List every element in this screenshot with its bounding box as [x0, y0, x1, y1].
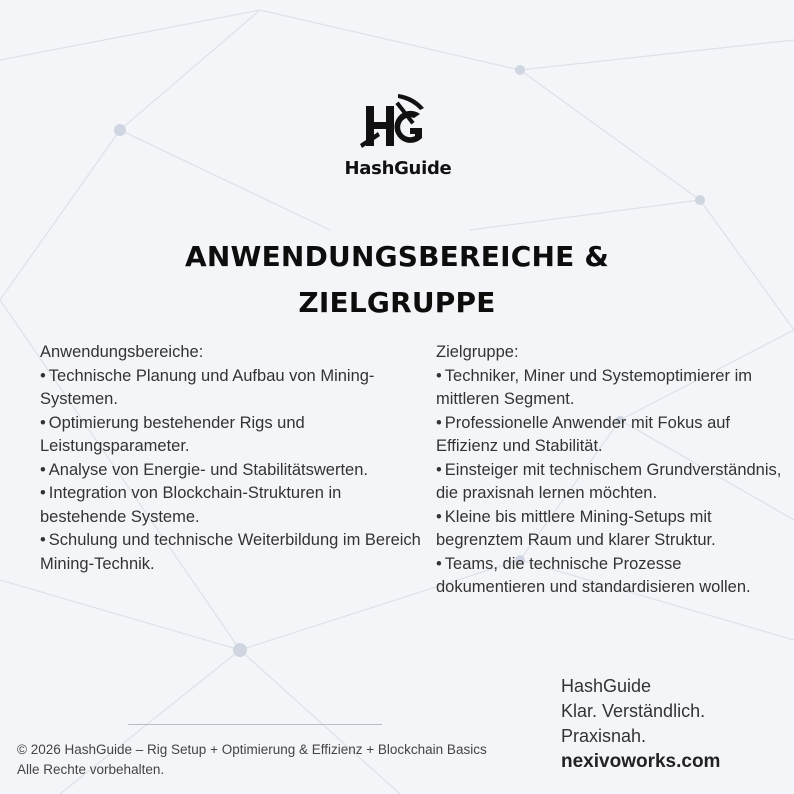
logo	[335, 92, 461, 179]
footer-divider	[128, 724, 382, 725]
logo-name: HashGuide	[344, 158, 452, 179]
application-areas-column	[40, 341, 424, 576]
list-item: • Einsteiger mit technischem Grundverständnis, die praxisnah lernen möchten.	[436, 459, 788, 506]
list-item: • Optimierung bestehender Rigs und Leistungsparameter.	[40, 412, 424, 459]
list-item: • Professionelle Anwender mit Fokus auf Effizienz und Stabilität.	[436, 412, 788, 459]
list-item: • Techniker, Miner und Systemoptimierer im mittleren Segment.	[436, 365, 788, 412]
hg-pickaxe-logo-icon	[358, 92, 438, 154]
list-item: • Kleine bis mittlere Mining-Setups mit begrenztem Raum und klarer Struktur.	[436, 506, 788, 553]
list-item: • Teams, die technische Prozesse dokumentieren und standardisieren wollen.	[436, 553, 788, 600]
list-item: • Integration von Blockchain-Strukturen in bestehende Systeme.	[40, 482, 424, 529]
target-group-heading: Zielgruppe:	[436, 343, 519, 361]
brand-name: HashGuide	[561, 676, 652, 696]
page-title	[0, 234, 794, 326]
application-areas-list	[40, 365, 424, 577]
footer	[17, 740, 487, 780]
brand-tagline-1: Klar. Verständlich.	[561, 701, 706, 721]
target-group-list	[436, 365, 788, 600]
page-title-line-2: ZIELGRUPPE	[298, 286, 496, 319]
brand-tagline-2: Praxisnah.	[561, 726, 647, 746]
application-areas-heading: Anwendungsbereiche:	[40, 343, 204, 361]
copyright-text: © 2026 HashGuide – Rig Setup + Optimierung & Effizienz + Blockchain Basics	[17, 742, 487, 757]
list-item: • Schulung und technische Weiterbildung im Bereich Mining-Technik.	[40, 529, 424, 576]
page-title-line-1: ANWENDUNGSBEREICHE &	[185, 240, 609, 273]
list-item: • Analyse von Energie- und Stabilitätswerten.	[40, 459, 424, 483]
brand-block	[561, 674, 720, 774]
list-item: • Technische Planung und Aufbau von Mining-Systemen.	[40, 365, 424, 412]
target-group-column	[436, 341, 788, 600]
website-link[interactable]: nexivoworks.com	[561, 751, 721, 772]
rights-text: Alle Rechte vorbehalten.	[17, 762, 165, 777]
